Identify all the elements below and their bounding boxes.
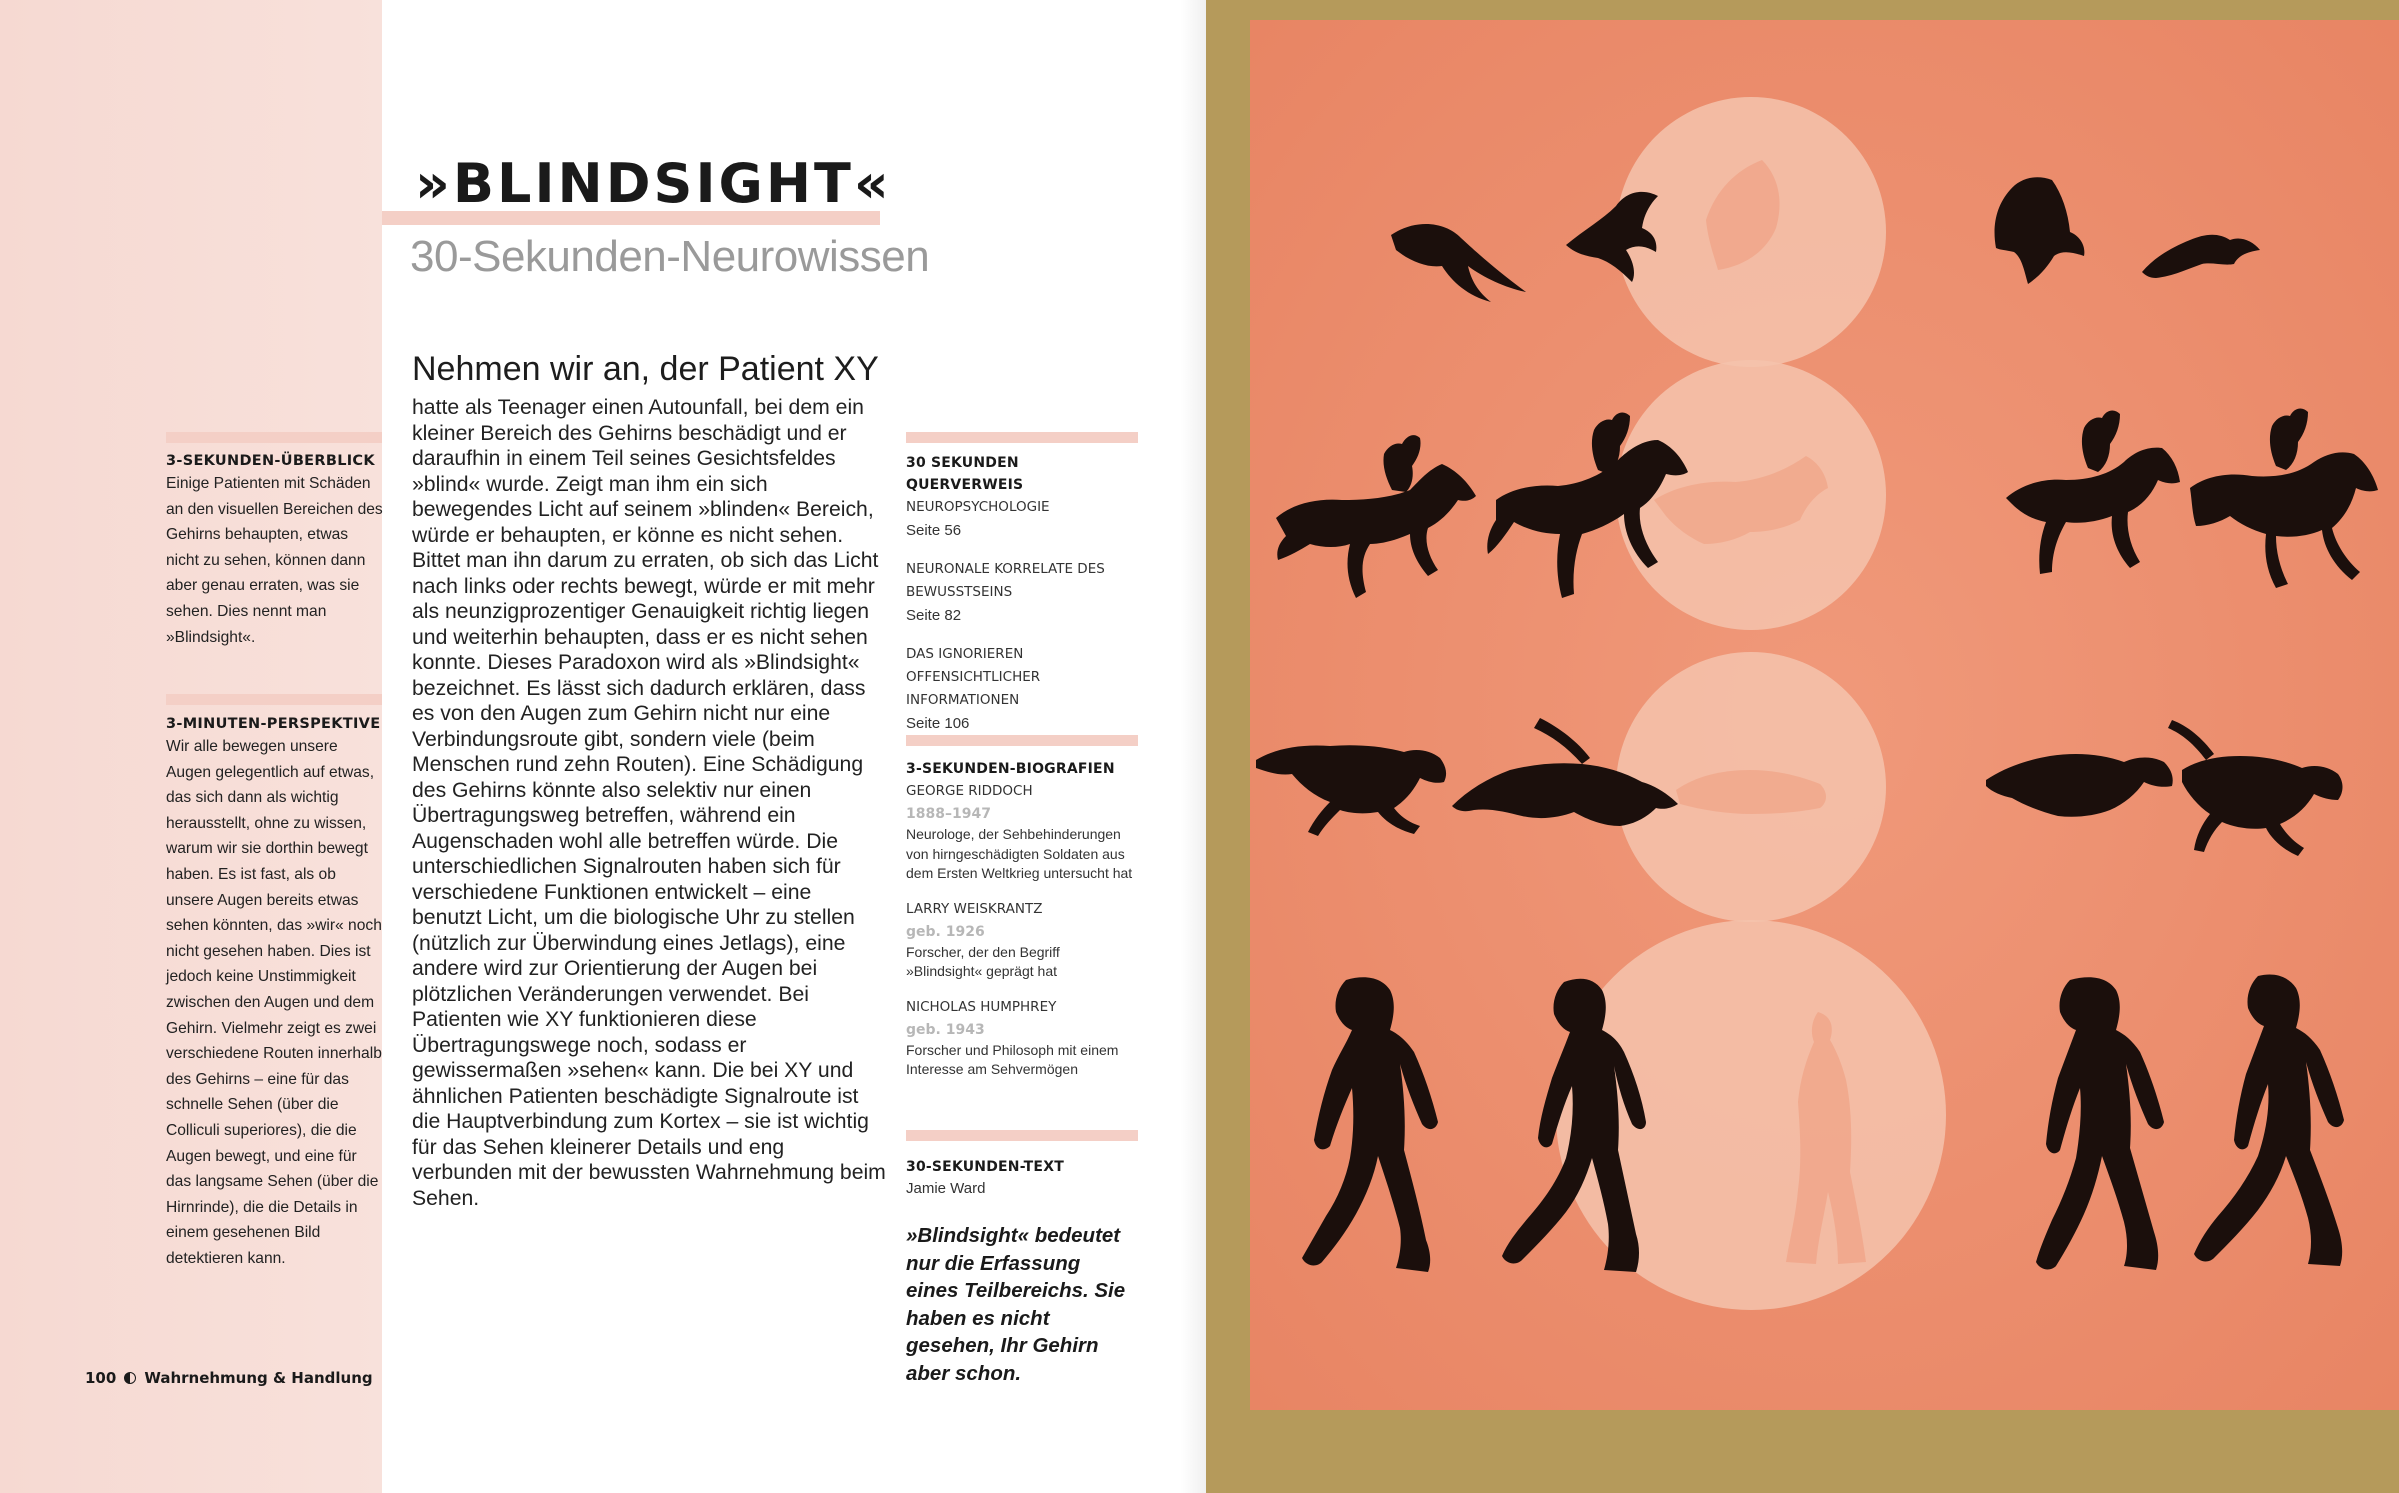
crossref-item-page: Seite 82 <box>906 607 962 624</box>
pull-quote: »Blindsight« bedeutet nur die Erfassung eines Teilbereichs. Sie haben es nicht gesehen, Ihr Gehirn aber schon. <box>906 1224 1126 1385</box>
bios-rule <box>906 735 1138 746</box>
section-name: Wahrnehmung & Handlung <box>144 1369 373 1387</box>
crossref-item-page: Seite 106 <box>906 715 970 732</box>
bio-name: LARRY WEISKRANTZ <box>906 900 1043 917</box>
crossref-block <box>906 452 1134 751</box>
page-footer <box>85 1369 373 1387</box>
bio-years: geb. 1926 <box>906 923 985 940</box>
half-circle-icon <box>124 1372 136 1384</box>
text-credit-block <box>906 1156 1134 1200</box>
perspective-rule <box>166 694 382 705</box>
overview-heading: 3-SEKUNDEN-ÜBERBLICK <box>166 453 375 469</box>
bio-description: Forscher, der den Begriff »Blindsight« geprägt hat <box>906 943 1060 979</box>
page-title: »BLINDSIGHT« <box>415 152 892 215</box>
bio-years: geb. 1943 <box>906 1021 985 1038</box>
bio-name: GEORGE RIDDOCH <box>906 783 1033 799</box>
page-number: 100 <box>85 1369 117 1387</box>
overview-text: Einige Patienten mit Schäden an den visuellen Bereichen des Gehirns behaupten, etwas nicht zu sehen, können dann aber genau erraten, was sie sehen. Dies nennt man »Blindsight«. <box>166 475 383 646</box>
blindsight-illustration <box>1206 0 2399 1493</box>
bio-name: NICHOLAS HUMPHREY <box>906 998 1057 1015</box>
bio-description: Neurologe, der Sehbehinderungen von hirngeschädigten Soldaten aus dem Ersten Weltkrieg untersucht hat <box>906 826 1133 881</box>
page-subtitle: 30-Sekunden-Neurowissen <box>410 232 930 281</box>
page-gutter <box>1180 0 1206 1493</box>
perspective-heading: 3-MINUTEN-PERSPEKTIVE <box>166 716 381 732</box>
overview-block <box>166 453 384 650</box>
body-text: hatte als Teenager einen Autounfall, bei dem ein kleiner Bereich des Gehirns beschädigt und er daraufhin in einem Teil seines Gesichtsfeldes »blind« wurde. Zeigt man ihm ein sich bewegendes Licht auf seinem »blinden« Bereich, würde er behaupten, er könne es nicht sehen. Bittet man ihn darum zu erraten, ob sich das Licht nach links oder rechts bewegt, würde er mit mehr als neunzigprozentiger Genauigkeit richtig liegen und weiterhin behaupten, dass er es nicht sehen konnte. Dieses Paradoxon wird als »Blindsight« bezeichnet. Es lässt sich dadurch erklären, dass es von den Augen zum Gehirn nicht nur eine Verbindungsroute gibt, sondern viele (beim Menschen rund zehn Routen). Eine Schädigung des Gehirns könnte also selektiv nur einen Übertragungsweg betreffen, während ein Augenschaden wohl alle betreffen würde. Die unterschiedlichen Signalrouten haben sich für verschiedene Funktionen entwickelt – eine benutzt Licht, um die biologische Uhr zu stellen (nützlich zur Überwindung eines Jetlags), eine andere wird zur Orientierung der Augen bei plötzlichen Veränderungen verwendet. Bei Patienten wie XY funktionieren diese Übertragungswege noch, sodass er gewissermaßen »sehen« kann. Die bei XY und ähnlichen Patienten beschädigte Signalroute ist die Hauptverbindung zum Kortex – sie ist wichtig für das Sehen kleinerer Details und eng verbunden mit der bewussten Wahrnehmung beim Sehen. <box>412 396 886 1210</box>
text-credit-rule <box>906 1130 1138 1141</box>
text-credit-heading: 30-SEKUNDEN-TEXT <box>906 1159 1064 1175</box>
text-credit-author: Jamie Ward <box>906 1180 986 1197</box>
bios-block <box>906 758 1134 1094</box>
bios-heading: 3-SEKUNDEN-BIOGRAFIEN <box>906 761 1115 777</box>
bio-description: Forscher und Philosoph mit einem Interesse am Sehvermögen <box>906 1041 1119 1077</box>
crossref-item-title: DAS IGNORIEREN OFFENSICHTLICHER INFORMATIONEN <box>906 646 1041 708</box>
crossref-item-page: Seite 56 <box>906 522 962 539</box>
crossref-item-title: NEUROPSYCHOLOGIE <box>906 499 1050 515</box>
perspective-text: Wir alle bewegen unsere Augen gelegentlich auf etwas, das sich dann als wichtig herausstellt, ohne zu wissen, warum wir sie dorthin bewegt haben. Es ist fast, als ob unsere Augen bereits etwas sehen könnten, das »wir« noch nicht gesehen haben. Dies ist jedoch keine Unstimmigkeit zwischen den Augen und dem Gehirn. Vielmehr zeigt es zwei verschiedene Routen innerhalb des Gehirns – eine für das schnelle Sehen (über die Colliculi superiores), die die Augen bewegt, und eine für das langsame Sehen (über die Hirnrinde), die die Details in einem gesehenen Bild detektieren kann. <box>166 738 382 1267</box>
overview-rule <box>166 432 382 443</box>
lead-text: Nehmen wir an, der Patient XY <box>412 350 879 388</box>
crossref-rule <box>906 432 1138 443</box>
crossref-item-title: NEURONALE KORRELATE DES BEWUSSTSEINS <box>906 561 1105 600</box>
perspective-block <box>166 716 384 1271</box>
crossref-heading: 30 SEKUNDEN QUERVERWEIS <box>906 455 1024 493</box>
bio-years: 1888–1947 <box>906 806 991 822</box>
